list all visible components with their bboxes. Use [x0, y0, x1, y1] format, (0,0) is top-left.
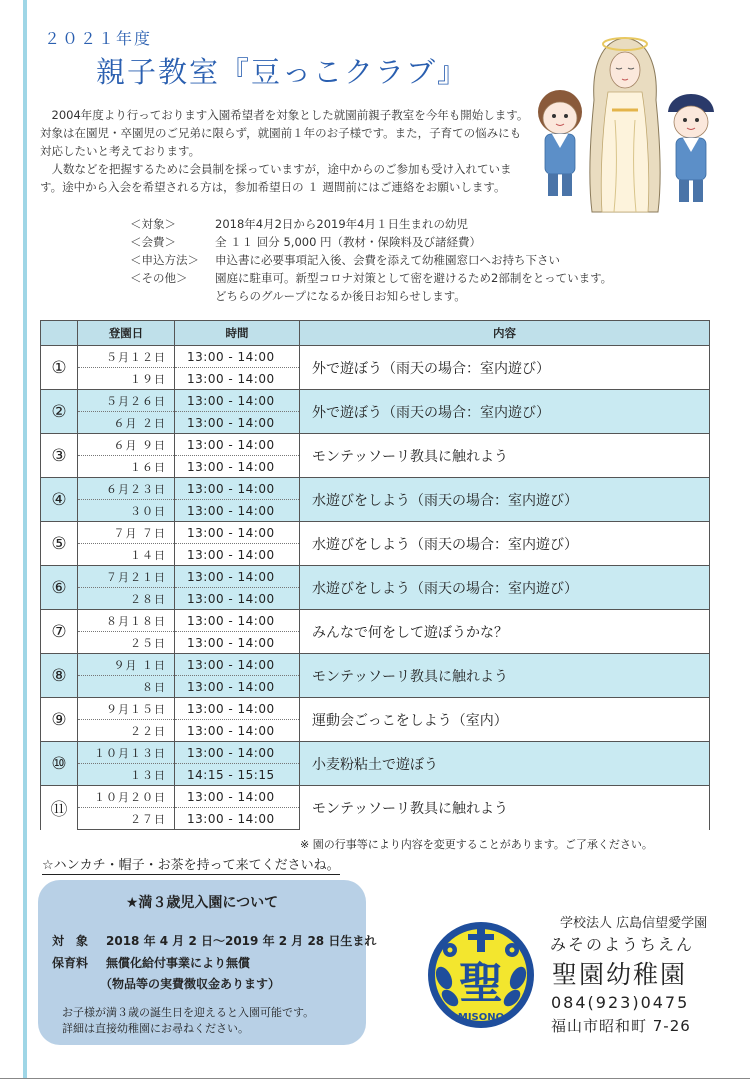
- school-address: 福山市昭和町 7-26: [551, 1017, 691, 1035]
- session-time: 13:00 - 14:00: [175, 390, 300, 412]
- session-number: ③: [41, 434, 78, 478]
- session-date: ６月２３日: [78, 478, 175, 500]
- session-date: ６月 ９日: [78, 434, 175, 456]
- session-content: 外で遊ぼう（雨天の場合：室内遊び）: [300, 390, 710, 434]
- info-label: ＜申込方法＞: [130, 253, 199, 267]
- session-time: 13:00 - 14:00: [175, 786, 300, 808]
- table-row: [41, 566, 710, 588]
- session-time: 13:00 - 14:00: [175, 720, 300, 742]
- session-date: ７月２１日: [78, 566, 175, 588]
- info-row-target: [130, 215, 612, 233]
- left-margin-rule: [23, 0, 27, 1079]
- table-row: [41, 478, 710, 500]
- session-time: 13:00 - 14:00: [175, 654, 300, 676]
- info-value: 園庭に駐車可。新型コロナ対策として密を避けるため2部制をとっています。: [215, 271, 613, 285]
- page-title: 親子教室『豆っこクラブ』: [96, 55, 469, 89]
- session-time: 13:00 - 14:00: [175, 368, 300, 390]
- session-number: ①: [41, 346, 78, 390]
- session-time: 13:00 - 14:00: [175, 588, 300, 610]
- table-row: [41, 654, 710, 676]
- session-time: 13:00 - 14:00: [175, 478, 300, 500]
- info-label: ＜会費＞: [130, 235, 176, 249]
- fee-value: 無償化給付事業により無償: [106, 956, 251, 970]
- session-date: ３０日: [78, 500, 175, 522]
- session-date: ９月１５日: [78, 698, 175, 720]
- session-date: ８日: [78, 676, 175, 698]
- session-number: ⑩: [41, 742, 78, 786]
- session-content: モンテッソーリ教具に触れよう: [300, 654, 710, 698]
- schedule-body: [41, 346, 710, 830]
- session-content: 水遊びをしよう（雨天の場合：室内遊び）: [300, 522, 710, 566]
- session-time: 13:00 - 14:00: [175, 610, 300, 632]
- session-time: 13:00 - 14:00: [175, 698, 300, 720]
- session-date: ９月 １日: [78, 654, 175, 676]
- session-time: 13:00 - 14:00: [175, 522, 300, 544]
- table-row: [41, 346, 710, 368]
- fee-label: 保育料: [52, 956, 89, 970]
- session-content: 小麦粉粘土で遊ぼう: [300, 742, 710, 786]
- session-number: ⑤: [41, 522, 78, 566]
- col-header-number: [41, 321, 78, 346]
- session-time: 13:00 - 14:00: [175, 346, 300, 368]
- session-date: １０月１３日: [78, 742, 175, 764]
- col-header-content: 内容: [300, 321, 710, 346]
- session-date: １４日: [78, 544, 175, 566]
- table-header-row: [41, 321, 710, 346]
- session-time: 13:00 - 14:00: [175, 544, 300, 566]
- table-row: [41, 698, 710, 720]
- info-row-other-cont: [130, 287, 612, 305]
- session-date: ２７日: [78, 808, 175, 830]
- session-number: ④: [41, 478, 78, 522]
- age3-admission-box: [38, 880, 377, 1045]
- session-date: １３日: [78, 764, 175, 786]
- info-row-apply: [130, 251, 612, 269]
- session-date: ５月２６日: [78, 390, 175, 412]
- change-notice: ※ 園の行事等により内容を変更することがあります。ご了承ください。: [300, 838, 653, 851]
- session-date: ８月１８日: [78, 610, 175, 632]
- session-time: 13:00 - 14:00: [175, 632, 300, 654]
- session-date: ７月 ７日: [78, 522, 175, 544]
- session-number: ⑦: [41, 610, 78, 654]
- table-row: [41, 742, 710, 764]
- table-row: [41, 522, 710, 544]
- session-content: 水遊びをしよう（雨天の場合：室内遊び）: [300, 566, 710, 610]
- school-name-kana: みそのようちえん: [550, 935, 695, 954]
- session-date: ２５日: [78, 632, 175, 654]
- session-time: 13:00 - 14:00: [175, 412, 300, 434]
- session-content: モンテッソーリ教具に触れよう: [300, 786, 710, 830]
- session-time: 13:00 - 14:00: [175, 808, 300, 830]
- session-date: ２８日: [78, 588, 175, 610]
- session-date: １０月２０日: [78, 786, 175, 808]
- info-label: ＜対象＞: [130, 217, 176, 231]
- table-row: [41, 390, 710, 412]
- session-time: 13:00 - 14:00: [175, 434, 300, 456]
- session-content: 運動会ごっこをしよう（室内）: [300, 698, 710, 742]
- table-row: [41, 786, 710, 808]
- logo-text: MISONO: [457, 1012, 505, 1023]
- col-header-time: 時間: [175, 321, 300, 346]
- target-value: 2018 年 4 月 2 日～2019 年 2 月 28 日生まれ: [106, 934, 377, 948]
- table-row: [41, 434, 710, 456]
- info-list: [130, 215, 612, 305]
- session-number: ⑨: [41, 698, 78, 742]
- session-date: ２２日: [78, 720, 175, 742]
- session-time: 13:00 - 14:00: [175, 742, 300, 764]
- intro-paragraph: 人数などを把握するために会員制を採っていますが，途中からのご参加も受け入れています。途中から入会を希望される方は，参加希望日の １ 週間前にはご連絡をお願いします。: [40, 162, 512, 194]
- info-value: 申込書に必要事項記入後、会費を添えて幼稚園窓口へお持ち下さい: [215, 253, 560, 267]
- logo-kanji: 聖: [459, 958, 503, 1009]
- session-date: ６月 ２日: [78, 412, 175, 434]
- info-value: 全 １１ 回分 5,000 円（教材・保険料及び諸経費）: [215, 235, 482, 249]
- info-value: どちらのグループになるか後日お知らせします。: [215, 289, 466, 303]
- schedule-table: [40, 320, 710, 830]
- intro-text: [40, 106, 530, 196]
- info-row-other: [130, 269, 612, 287]
- box-heading: ★満３歳児入園について: [125, 895, 279, 911]
- mary-children-illustration: [530, 30, 720, 215]
- session-content: 水遊びをしよう（雨天の場合：室内遊び）: [300, 478, 710, 522]
- session-time: 13:00 - 14:00: [175, 676, 300, 698]
- session-time: 13:00 - 14:00: [175, 456, 300, 478]
- col-header-date: 登園日: [78, 321, 175, 346]
- session-date: ５月１２日: [78, 346, 175, 368]
- intro-paragraph: 2004年度より行っております入園希望者を対象とした就園前親子教室を今年も開始します。対象は在園児・卒園児のご兄弟に限らず，就園前１年のお子様です。また，子育ての悩みにも対応したいと考えております。: [40, 108, 529, 158]
- school-phone: 084(923)0475: [551, 993, 690, 1012]
- bring-items-note: ☆ハンカチ・帽子・お茶を持って来てくださいね。: [42, 854, 340, 875]
- session-date: １９日: [78, 368, 175, 390]
- info-value: 2018年4月2日から2019年4月１日生まれの幼児: [215, 217, 468, 231]
- session-date: １６日: [78, 456, 175, 478]
- target-label: 対 象: [52, 934, 89, 948]
- session-number: ⑪: [41, 786, 78, 830]
- session-time: 13:00 - 14:00: [175, 500, 300, 522]
- school-name: 聖園幼稚園: [552, 960, 688, 989]
- session-content: みんなで何をして遊ぼうかな？: [300, 610, 710, 654]
- info-row-fee: [130, 233, 612, 251]
- session-number: ⑧: [41, 654, 78, 698]
- box-note: お子様が満３歳の誕生日を迎えると入園可能です。: [62, 1006, 315, 1019]
- year-label: ２０２１年度: [44, 29, 153, 48]
- info-label: ＜その他＞: [130, 271, 188, 285]
- session-content: モンテッソーリ教具に触れよう: [300, 434, 710, 478]
- session-time: 13:00 - 14:00: [175, 566, 300, 588]
- fee-note: （物品等の実費徴収金あります）: [100, 977, 281, 991]
- box-note: 詳細は直接幼稚園にお尋ねください。: [62, 1022, 249, 1035]
- session-time: 14:15 - 15:15: [175, 764, 300, 786]
- info-label: [130, 287, 215, 305]
- school-organization: 学校法人 広島信望愛学園: [560, 916, 708, 931]
- table-row: [41, 610, 710, 632]
- session-number: ②: [41, 390, 78, 434]
- session-number: ⑥: [41, 566, 78, 610]
- session-content: 外で遊ぼう（雨天の場合：室内遊び）: [300, 346, 710, 390]
- school-logo: [426, 920, 536, 1030]
